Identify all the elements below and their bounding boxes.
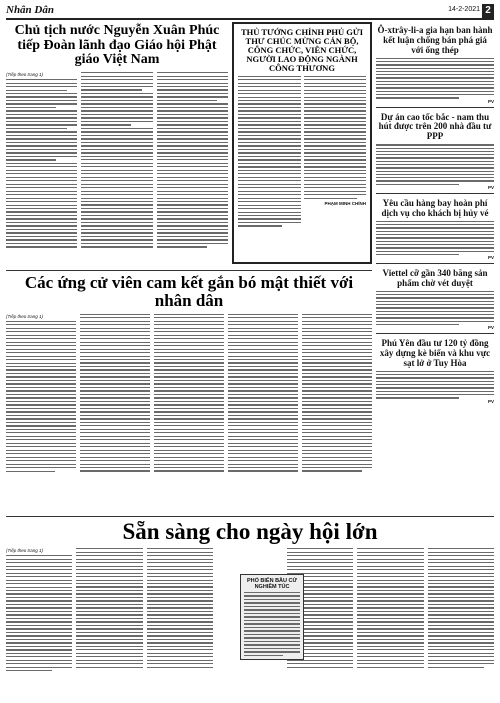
box-byline: PHẠM MINH CHÍNH [324,200,366,206]
brief-tag: PV [487,325,494,331]
brief-item [376,267,494,334]
bottom-headline: Sẵn sàng cho ngày hội lớn [122,519,378,544]
brief-title: Ô-xtrây-li-a gia hạn ban hành kết luận chống bán phá giá với ống thép [377,25,493,55]
brief-title: Phú Yên đầu tư 120 tỷ đồng xây dựng kè biển và khu vực sạt lở ở Tuy Hòa [379,338,491,368]
election-note-title: PHỔ BIẾN BẦU CỬ NGHIÊM TÚC [246,578,298,590]
issue-date: 14-2-2021 [448,6,480,13]
lead-story [6,24,228,266]
brief-title: Viettel cỡ gần 340 băng sản phẩm chờ vét duyệt [382,268,488,288]
brief-item [376,24,494,108]
brief-item [376,337,494,406]
middle-headline: Các ứng cử viên cam kết gắn bó mật thiết với nhân dân [24,273,354,310]
brief-tag: PV [487,185,494,191]
news-briefs-sidebar [376,24,494,512]
bottom-continued: (Tiếp theo trang 1) [6,548,43,554]
brief-item [376,197,494,264]
masthead [6,4,494,20]
middle-story [6,274,372,496]
lead-headline: Chủ tịch nước Nguyễn Xuân Phúc tiếp Đoàn lãnh đạo Giáo hội Phật giáo Việt Nam [14,23,220,68]
box-headline: THỦ TƯỚNG CHÍNH PHỦ GỬI THƯ CHÚC MỪNG CÁN BỘ, CÔNG CHỨC, VIÊN CHỨC, NGƯỜI LAO ĐỘNG NGÀNH CÔNG THƯƠNG [241,27,363,73]
section-rule [6,270,372,271]
brief-tag: PV [487,98,494,104]
page-number: 2 [482,4,494,18]
election-note-box [240,574,304,660]
brief-tag: PV [487,398,494,404]
middle-continued: (Tiếp theo trang 1) [6,313,43,319]
lead-continued: (Tiếp theo trang 1) [6,72,43,78]
prime-minister-letter-box [232,22,372,264]
section-rule [6,516,494,517]
brief-title: Yêu cầu hàng bay hoàn phí dịch vụ cho khách bị hủy vé [381,198,489,218]
brief-item [376,111,494,195]
brief-tag: PV [487,255,494,261]
newspaper-brand: Nhân Dân [6,4,54,16]
brief-title: Dự án cao tốc bắc - nam thu hút được trên 200 nhà đầu tư PPP [378,111,492,142]
lead-columns [6,72,228,248]
